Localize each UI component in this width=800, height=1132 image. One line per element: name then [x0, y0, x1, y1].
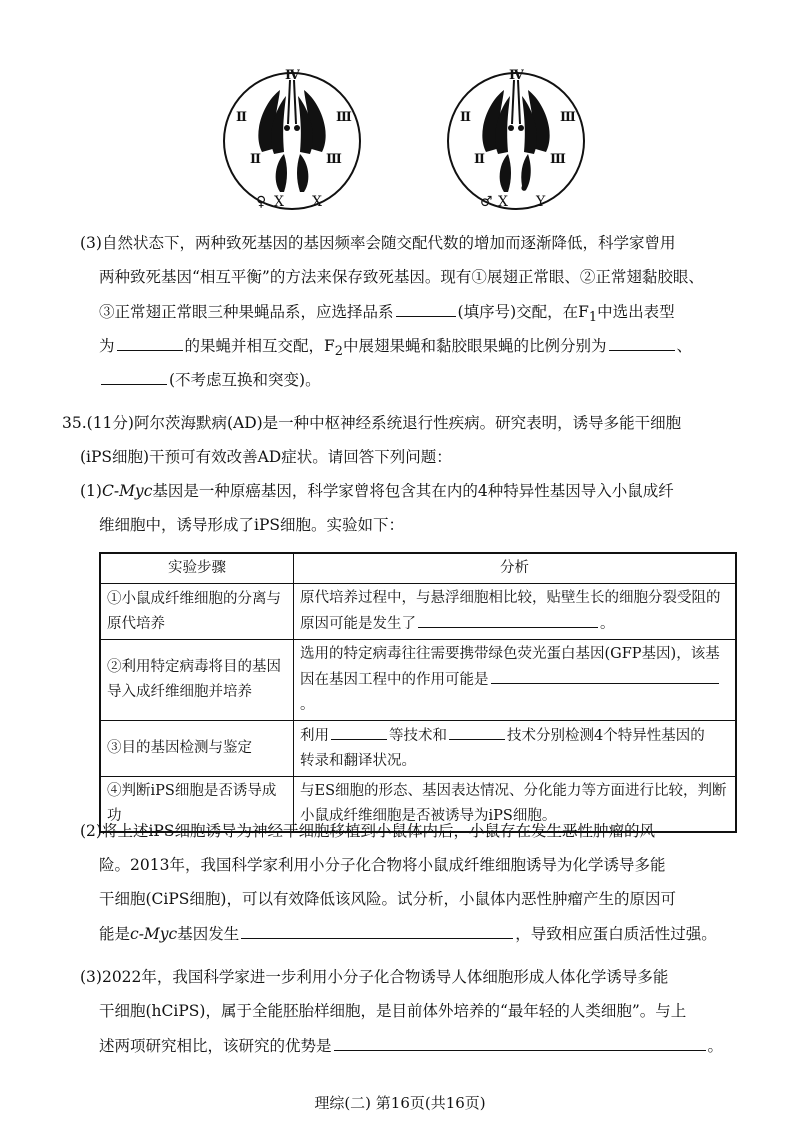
- chromosome-label-iii-lower: Ⅲ: [326, 152, 342, 167]
- answer-blank[interactable]: [331, 723, 387, 740]
- chromosome-label-ii: Ⅱ: [460, 110, 471, 125]
- female-symbol: ♀: [256, 194, 267, 210]
- table-cell-step: ①小鼠成纤维细胞的分离与 原代培养: [100, 584, 294, 640]
- q3-line2: 两种致死基因“相互平衡”的方法来保存致死基因。现有①展翅正常眼、②正常翅黏胶眼、: [99, 268, 704, 286]
- chromosome-label-ii-lower: Ⅱ: [250, 152, 261, 167]
- chromosome-label-iv: Ⅳ: [509, 68, 524, 83]
- q35-p1-line2: 维细胞中，诱导形成了iPS细胞。实验如下：: [99, 516, 405, 534]
- table-cell-analysis: 原代培养过程中，与悬浮细胞相比较，贴壁生长的细胞分裂受阻的 原因可能是发生了 。: [294, 584, 737, 640]
- table-cell-analysis: 与ES细胞的形态、基因表达情况、分化能力等方面进行比较，判断 小鼠成纤维细胞是否被诱导为iPS细胞。: [294, 777, 737, 833]
- q35-p2-line4: 能是c-Myc基因发生 ，导致相应蛋白质活性过强。: [99, 922, 717, 945]
- q35-p3-line2: 干细胞(hCiPS)，属于全能胚胎样细胞，是目前体外培养的“最年轻的人类细胞”。与上: [99, 1002, 687, 1020]
- table-cell-analysis: 选用的特定病毒往往需要携带绿色荧光蛋白基因(GFP基因)，该基 因在基因工程中的作用可能是。: [294, 640, 737, 721]
- chromosome-label-ii-lower: Ⅱ: [474, 152, 485, 167]
- chromosome-label-iii-lower: Ⅲ: [550, 152, 566, 167]
- q35-p3-line1: (3)2022年，我国科学家进一步利用小分子化合物诱导人体细胞形成人体化学诱导多能: [80, 968, 669, 986]
- table-cell-step: ④判断iPS细胞是否诱导成功: [100, 777, 294, 833]
- karyotype-male-figure: [446, 62, 586, 220]
- sex-chromosome-label: X: [498, 194, 508, 210]
- chromosome-label-iii: Ⅲ: [560, 110, 576, 125]
- table-header: 实验步骤: [100, 553, 294, 584]
- answer-blank[interactable]: [241, 922, 513, 939]
- table-header-row: [100, 553, 736, 584]
- answer-blank[interactable]: [491, 667, 719, 684]
- chromosome-label-iv: Ⅳ: [285, 68, 300, 83]
- q35-p2-line1: (2)将上述iPS细胞诱导为神经干细胞移植到小鼠体内后，小鼠存在发生恶性肿瘤的风: [80, 822, 655, 840]
- sex-chromosome-label: X: [274, 194, 284, 210]
- male-symbol: ♂: [480, 194, 493, 210]
- q35-line2: (iPS细胞)干预可有效改善AD症状。请回答下列问题：: [80, 448, 452, 466]
- table-row: [100, 640, 736, 721]
- table-cell-step: ③目的基因检测与鉴定: [100, 721, 294, 777]
- page-footer: 理综(二) 第16页(共16页): [314, 1094, 486, 1112]
- answer-blank[interactable]: [609, 334, 675, 351]
- answer-blank[interactable]: [101, 368, 167, 385]
- answer-blank[interactable]: [449, 723, 505, 740]
- q35-p1-line1: (1)C-Myc基因是一种原癌基因，科学家曾将包含其在内的4种特异性基因导入小鼠成纤: [80, 482, 674, 500]
- q35-p2-line3: 干细胞(CiPS细胞)，可以有效降低该风险。试分析，小鼠体内恶性肿瘤产生的原因可: [99, 890, 676, 908]
- q35-p3-line3: 述两项研究相比，该研究的优势是 。: [99, 1034, 723, 1057]
- answer-blank[interactable]: [117, 334, 183, 351]
- q35-p2-line2: 险。2013年，我国科学家利用小分子化合物将小鼠成纤维细胞诱导为化学诱导多能: [99, 856, 666, 874]
- chromosome-label-ii: Ⅱ: [236, 110, 247, 125]
- answer-blank[interactable]: [334, 1034, 706, 1051]
- table-cell-analysis: 利用 等技术和 技术分别检测4个特异性基因的 转录和翻译状况。: [294, 721, 737, 777]
- table-cell-step: ②利用特定病毒将目的基因 导入成纤维细胞并培养: [100, 640, 294, 721]
- chromosome-label-iii: Ⅲ: [336, 110, 352, 125]
- q35-line1: 35.(11分)阿尔茨海默病(AD)是一种中枢神经系统退行性疾病。研究表明，诱导多能干细胞: [62, 414, 682, 432]
- experiment-table: [99, 552, 737, 833]
- table-row: [100, 584, 736, 640]
- table-header: 分析: [294, 553, 737, 584]
- answer-blank[interactable]: [396, 300, 456, 317]
- karyotype-female-figure: [222, 62, 362, 220]
- answer-blank[interactable]: [418, 611, 598, 628]
- q3-line1: (3)自然状态下，两种致死基因的基因频率会随交配代数的增加而逐渐降低，科学家曾用: [80, 234, 676, 252]
- table-row: [100, 721, 736, 777]
- q3-line4: 为 的果蝇并相互交配，$F_2$中展翅果蝇和黏胶眼果蝇的比例分别为 、: [99, 334, 692, 363]
- q3-line5: (不考虑互换和突变)。: [99, 368, 321, 391]
- sex-chromosome-label: Y: [536, 194, 546, 210]
- sex-chromosome-label: X: [312, 194, 322, 210]
- q3-line3: ③正常翅正常眼三种果蝇品系，应选择品系 (填序号)交配，在$F_1$中选出表型: [99, 300, 675, 329]
